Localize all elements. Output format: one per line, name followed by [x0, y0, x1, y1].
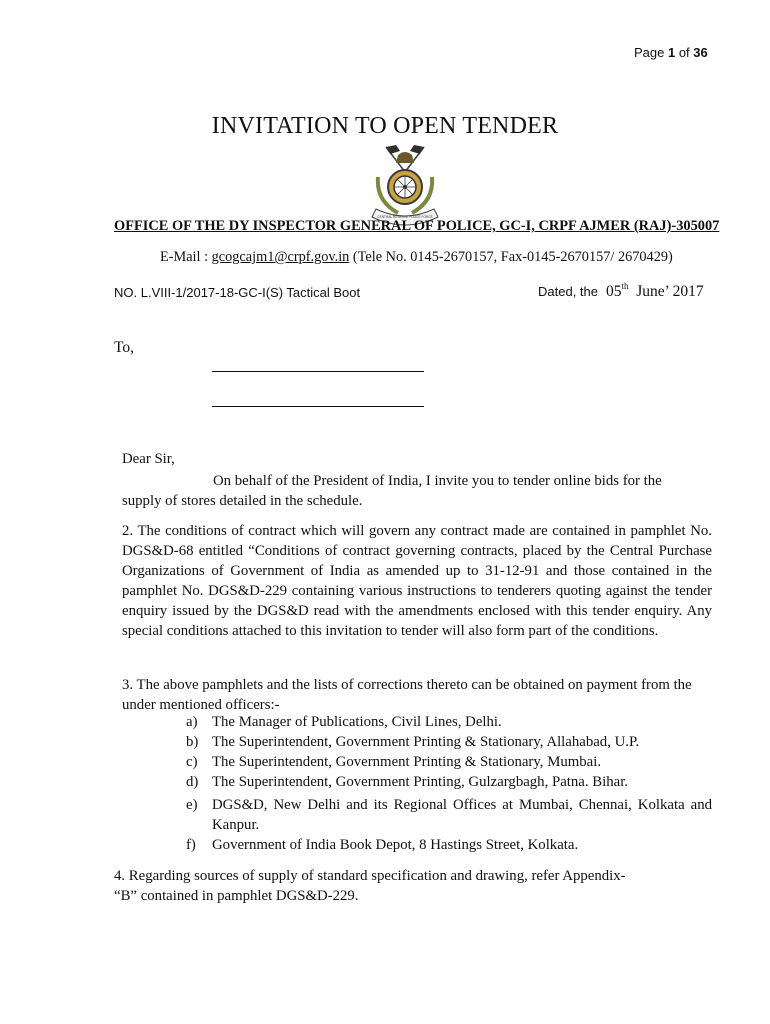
list-item-text: The Superintendent, Government Printing, Gulzargbagh, Patna. Bihar.	[212, 774, 629, 790]
paragraph-1	[122, 471, 702, 511]
date-day: 05	[606, 283, 622, 300]
list-item-text: The Manager of Publications, Civil Lines, Delhi.	[212, 714, 502, 730]
email-label: E-Mail :	[160, 249, 212, 265]
list-item	[186, 752, 712, 772]
salutation: Dear Sir,	[122, 451, 175, 467]
paragraph-1-line-2: supply of stores detailed in the schedule.	[122, 493, 363, 509]
list-item-text: Government of India Book Depot, 8 Hastings Street, Kolkata.	[212, 837, 579, 853]
contact-line	[160, 249, 673, 266]
phone-numbers: (Tele No. 0145-2670157, Fax-0145-2670157/ 2670429)	[349, 249, 673, 265]
dated-label: Dated, the	[538, 284, 598, 299]
emblem-ribbon-text: CENTRAL RESERVE POLICE FORCE	[377, 215, 433, 219]
addressee-line-1	[212, 371, 424, 372]
paragraph-3-line-1: 3. The above pamphlets and the lists of corrections thereto can be obtained on payment from the	[122, 677, 692, 693]
list-item-label: d)	[186, 774, 199, 790]
paragraph-2: 2. The conditions of contract which will govern any contract made are contained in pamphlet No. DGS&D-68 entitled “Conditions of contract governing contracts, placed by the Central Purchase Organizations of Government of India as amended up to 31-12-91 and those contained in the pamphlet No. DGS&D-229 containing various instructions to tenderers quoting against the tender enquiry issued by the DGS&D read with the amendments enclosed with this tender enquiry. Any special conditions attached to this invitation to tender will also form part of the conditions.	[122, 523, 712, 639]
list-item-label: c)	[186, 754, 198, 770]
list-item-text: The Superintendent, Government Printing & Stationary, Mumbai.	[212, 754, 602, 770]
list-item	[186, 712, 712, 732]
list-item	[186, 835, 712, 855]
paragraph-1-line-1: On behalf of the President of India, I invite you to tender online bids for the	[213, 473, 662, 489]
document-title: INVITATION TO OPEN TENDER	[211, 113, 559, 139]
to-label: To,	[114, 339, 135, 356]
list-item-text: DGS&D, New Delhi and its Regional Offices at Mumbai, Chennai, Kolkata and Kanpur.	[212, 797, 712, 833]
list-item-label: a)	[186, 714, 198, 730]
list-item	[186, 795, 712, 835]
date-value	[606, 281, 704, 301]
paragraph-3	[122, 675, 712, 715]
paragraph-4	[114, 866, 714, 906]
date-month-year: June’ 2017	[636, 283, 704, 300]
paragraph-4-line-2: “B” contained in pamphlet DGS&D-229.	[114, 888, 359, 904]
page-number-middle: of	[675, 45, 694, 60]
date-day-suffix: th	[621, 281, 629, 291]
paragraph-3-line-2: under mentioned officers:-	[122, 697, 280, 713]
list-item	[186, 772, 712, 792]
office-heading: OFFICE OF THE DY INSPECTOR GENERAL OF POLICE, GC-I, CRPF AJMER (RAJ)-305007	[114, 218, 720, 234]
officers-list	[186, 712, 712, 855]
reference-number: NO. L.VIII-1/2017-18-GC-I(S) Tactical Boot	[114, 285, 361, 300]
addressee-line-2	[212, 406, 424, 407]
page-number-total: 36	[693, 45, 708, 60]
email-link[interactable]: gcogcajm1@crpf.gov.in	[211, 249, 350, 265]
list-item-label: b)	[186, 734, 199, 750]
list-item-label: e)	[186, 797, 198, 813]
page-number-prefix: Page	[634, 45, 668, 60]
paragraph-4-line-1: 4. Regarding sources of supply of standard specification and drawing, refer Appendix-	[114, 868, 626, 884]
list-item	[186, 732, 712, 752]
page-number-current: 1	[667, 45, 676, 60]
crpf-emblem-icon	[368, 143, 442, 227]
list-item-label: f)	[186, 837, 196, 853]
list-item-text: The Superintendent, Government Printing & Stationary, Allahabad, U.P.	[212, 734, 640, 750]
page-number	[634, 45, 708, 60]
